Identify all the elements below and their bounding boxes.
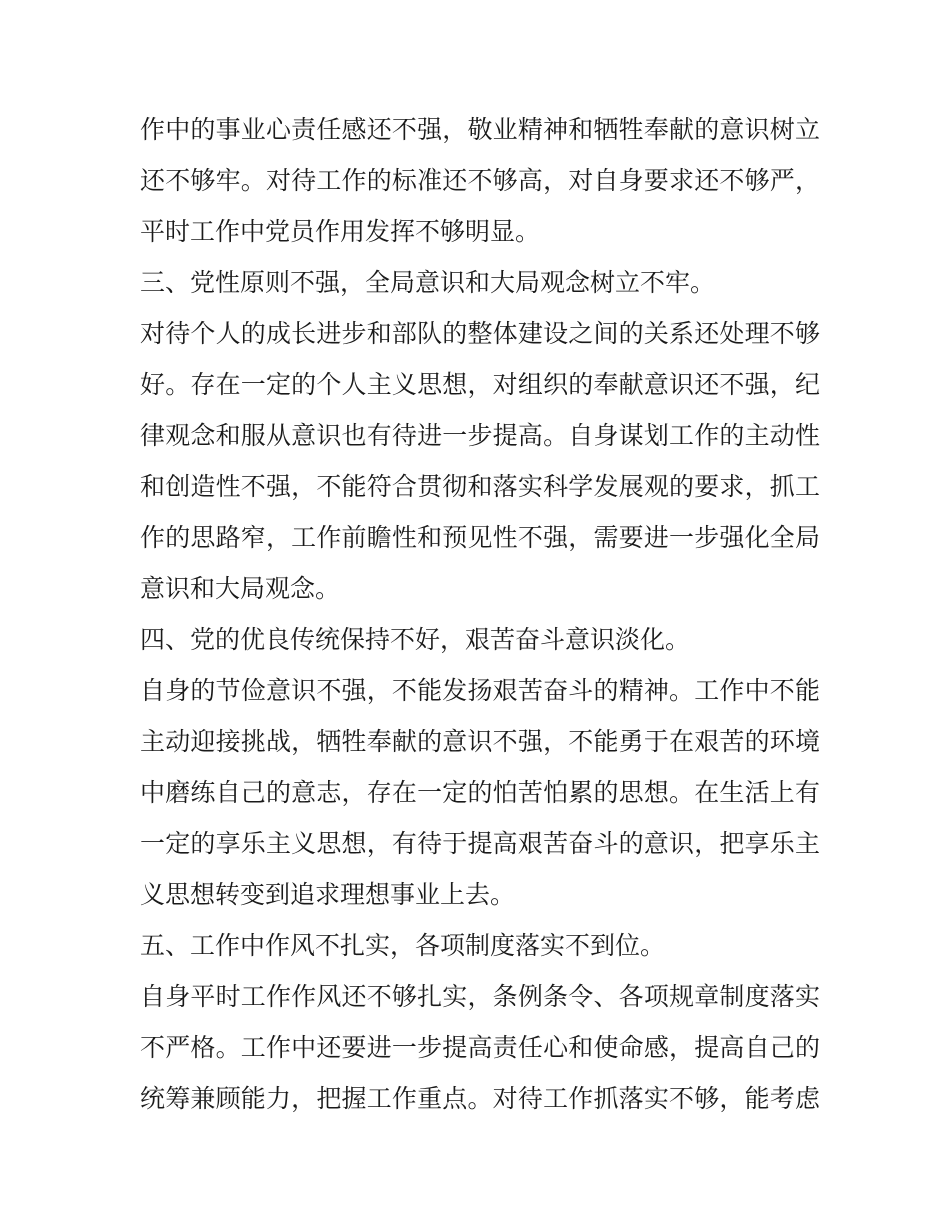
paragraph-line: 和创造性不强，不能符合贯彻和落实科学发展观的要求，抓工	[140, 472, 820, 501]
paragraph-line: 作的思路窄，工作前瞻性和预见性不强，需要进一步强化全局	[140, 523, 820, 552]
section-heading-5: 五、工作中作风不扎实，各项制度落实不到位。	[140, 931, 666, 960]
paragraph-line: 自身的节俭意识不强，不能发扬艰苦奋斗的精神。工作中不能	[140, 676, 820, 705]
paragraph-line: 还不够牢。对待工作的标准还不够高，对自身要求还不够严，	[140, 166, 820, 195]
paragraph-line: 意识和大局观念。	[140, 574, 341, 603]
paragraph-line: 自身平时工作作风还不够扎实，条例条令、各项规章制度落实	[140, 982, 820, 1011]
section-heading-4: 四、党的优良传统保持不好，艰苦奋斗意识淡化。	[140, 625, 691, 654]
paragraph-line: 作中的事业心责任感还不强，敬业精神和牺牲奉献的意识树立	[140, 115, 820, 144]
document-body	[140, 104, 820, 1124]
paragraph-line: 好。存在一定的个人主义思想，对组织的奉献意识还不强，纪	[140, 370, 820, 399]
paragraph-line: 对待个人的成长进步和部队的整体建设之间的关系还处理不够	[140, 319, 820, 348]
paragraph-line: 中磨练自己的意志，存在一定的怕苦怕累的思想。在生活上有	[140, 778, 820, 807]
paragraph-line: 一定的享乐主义思想，有待于提高艰苦奋斗的意识，把享乐主	[140, 829, 820, 858]
paragraph-line: 统筹兼顾能力，把握工作重点。对待工作抓落实不够，能考虑	[140, 1084, 820, 1113]
paragraph-line: 不严格。工作中还要进一步提高责任心和使命感，提高自己的	[140, 1033, 820, 1062]
section-heading-3: 三、党性原则不强，全局意识和大局观念树立不牢。	[140, 268, 716, 297]
paragraph-line: 平时工作中党员作用发挥不够明显。	[140, 217, 541, 246]
paragraph-line: 义思想转变到追求理想事业上去。	[140, 880, 516, 909]
paragraph-line: 主动迎接挑战，牺牲奉献的意识不强，不能勇于在艰苦的环境	[140, 727, 820, 756]
paragraph-line: 律观念和服从意识也有待进一步提高。自身谋划工作的主动性	[140, 421, 820, 450]
